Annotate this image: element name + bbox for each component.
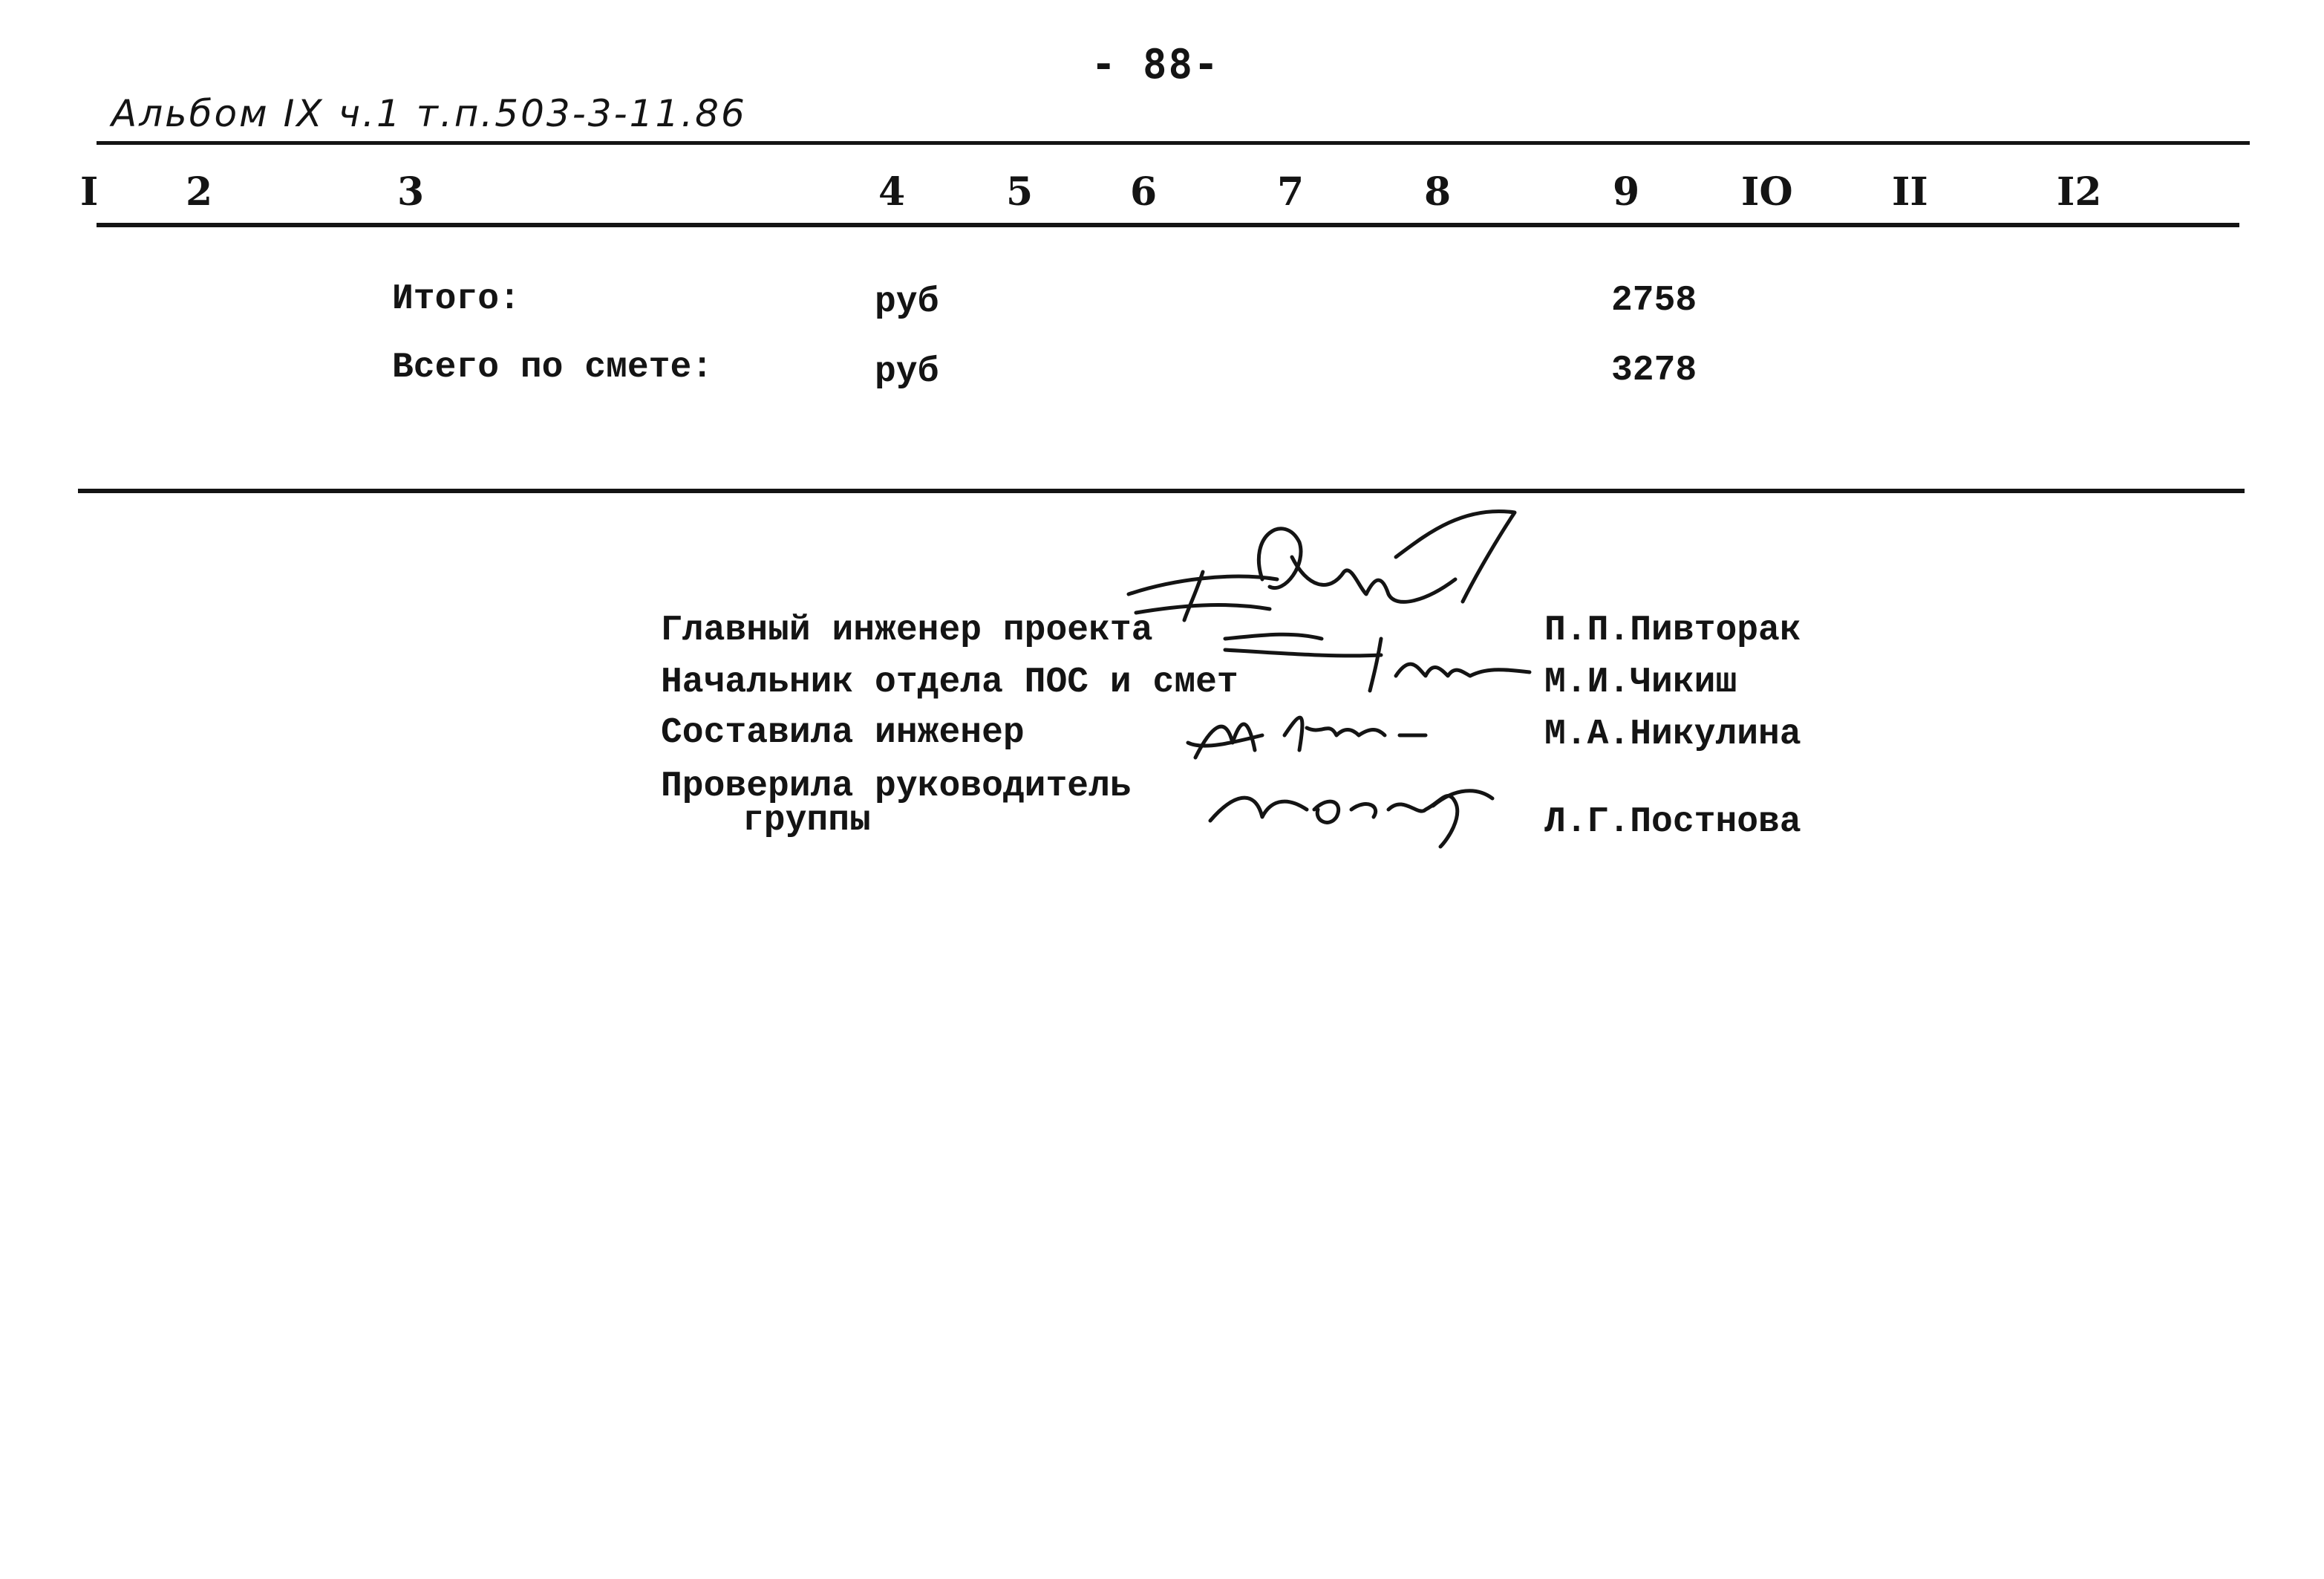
signature-department-head — [1225, 639, 1530, 691]
row-unit: руб — [875, 282, 939, 322]
row-value: 3278 — [1611, 351, 1697, 391]
top-rule — [97, 141, 2250, 145]
signoff-role: Главный инженер проекта — [661, 611, 1153, 651]
column-number: I — [80, 169, 99, 215]
column-number: II — [1892, 169, 1928, 215]
column-number: I2 — [2057, 169, 2102, 215]
column-number: 5 — [1006, 169, 1034, 215]
column-number: 3 — [397, 169, 425, 215]
album-reference: Альбом IX ч.1 т.п.503-3-11.86 — [111, 92, 747, 135]
column-number: 6 — [1130, 169, 1158, 215]
signoff-role-continuation: группы — [742, 801, 871, 841]
signature-group-leader — [1210, 791, 1492, 847]
signoff-role: Начальник отдела ПОС и смет — [661, 662, 1238, 703]
column-number: 4 — [878, 169, 906, 215]
handwritten-signatures — [1114, 490, 1559, 862]
signoff-role: Проверила руководитель — [661, 766, 1132, 807]
signature-chief-engineer — [1129, 511, 1515, 639]
signoff-name: Л.Г.Постнова — [1544, 802, 1801, 842]
signoff-name: М.А.Никулина — [1544, 714, 1801, 755]
row-value: 2758 — [1611, 281, 1697, 321]
column-number: 2 — [186, 169, 213, 215]
column-number: 8 — [1424, 169, 1452, 215]
header-rule — [97, 223, 2239, 227]
signoff-name: П.П.Пивторак — [1544, 611, 1801, 651]
signature-compiler — [1188, 717, 1426, 758]
column-number: 7 — [1277, 169, 1305, 215]
row-label: Всего по смете: — [392, 348, 714, 388]
column-number: IO — [1741, 169, 1793, 215]
column-number: 9 — [1613, 169, 1640, 215]
row-unit: руб — [875, 352, 939, 392]
signoff-name: М.И.Чикиш — [1544, 662, 1737, 703]
page-number: - 88- — [1091, 41, 1220, 88]
row-label: Итого: — [392, 279, 520, 319]
signoff-role: Составила инженер — [661, 713, 1025, 753]
